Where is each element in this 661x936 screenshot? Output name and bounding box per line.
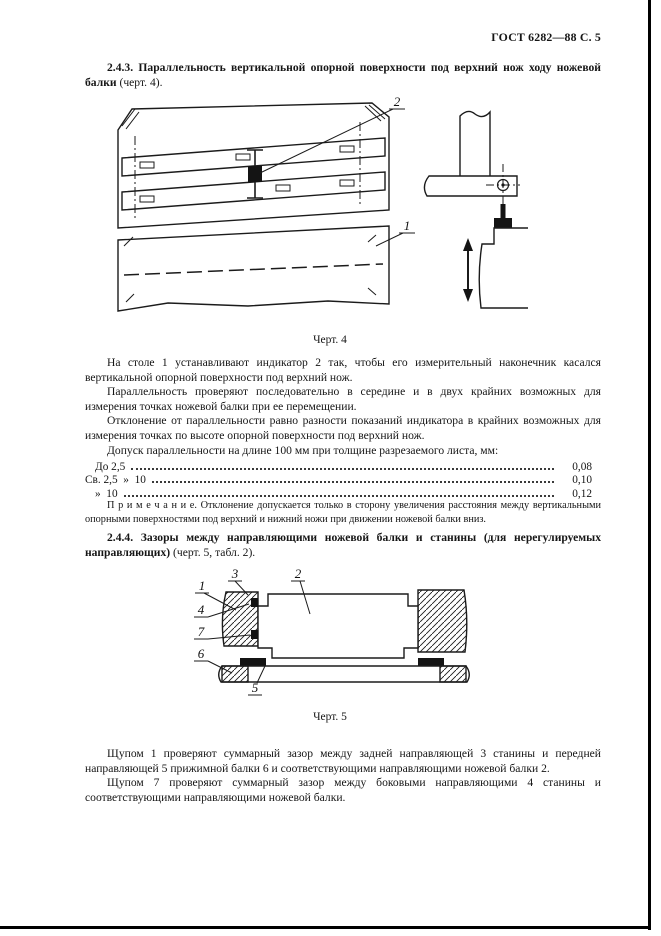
scan-edge-right [648, 0, 651, 930]
section-number: 2.4.3. [107, 61, 134, 74]
section-tail: (черт. 5, табл. 2). [173, 545, 256, 559]
figure-5-caption: Черт. 5 [313, 711, 347, 723]
paragraph: На столе 1 устанавливают индикатор 2 так, чтобы его измерительный наконечник касался вертикальной опорной поверхности под верхний нож. [85, 356, 601, 384]
figure-4-callout-2: 2 [393, 94, 401, 109]
section-title: Параллельность вертикальной опорной поверхности под верхний нож ходу ножевой балки [85, 61, 601, 89]
figure-4 [88, 94, 558, 334]
figure-4-callout-1: 1 [403, 218, 411, 233]
paragraph: Допуск параллельности на длине 100 мм при толщине разрезаемого листа, мм: [107, 443, 499, 457]
figure-5-callout-2: 2 [294, 568, 302, 581]
note-label: П р и м е ч а н и е. [107, 500, 197, 511]
scan-edge-bottom [0, 926, 651, 929]
figure-5-section [219, 590, 470, 682]
figure-4-callout-leaders [260, 109, 415, 246]
note-text: Отклонение допускается только в сторону увеличения расстояния между вертикальными опорными поверхностями под верхний и нижний ножи при движении ножевой балки вниз. [85, 500, 602, 525]
paragraph: Щупом 1 проверяют суммарный зазор между задней направляющей 3 станины и передней направляющей 5 прижимной балки 6 и соответствующими направляющими ножевой балки 2. [85, 747, 601, 775]
body-text-2 [85, 747, 601, 805]
figure-5-callout-7: 7 [197, 624, 205, 639]
paragraph: Щупом 7 проверяют суммарный зазор между боковыми направляющими 4 станины и соответствующими направляющими ножевой балки. [85, 776, 601, 804]
section-number: 2.4.4. [107, 531, 134, 544]
figure-5-drawing [180, 568, 500, 708]
paragraph: Параллельность проверяют последовательно в середине и в двух крайних возможных для измерения точках ножевой балки при ее перемещении. [85, 385, 601, 413]
tolerance-value: 0,12 [572, 487, 592, 500]
figure-4-drawing [88, 94, 558, 334]
tolerance-row [85, 473, 592, 487]
tolerance-label: До 2,5 [95, 460, 126, 473]
figure-5-callout-1: 1 [198, 578, 206, 593]
note-paragraph [85, 499, 601, 526]
tolerance-table [85, 459, 592, 500]
tolerance-label: Св. 2,5 » 10 [85, 474, 146, 486]
section-tail: (черт. 4). [119, 75, 163, 89]
page-header: ГОСТ 6282—88 С. 5 [491, 30, 601, 44]
tolerance-label: » 10 [95, 487, 118, 500]
tolerance-row [85, 459, 592, 473]
tolerance-value: 0,08 [572, 460, 592, 473]
section-2-4-3-heading [85, 61, 601, 90]
body-text-1 [85, 356, 601, 458]
tolerance-row [85, 486, 592, 500]
dot-leader [152, 481, 554, 483]
figure-5-callout-5: 5 [251, 680, 259, 695]
figure-4-detail-view [424, 111, 528, 308]
figure-5-callout-4: 4 [197, 602, 205, 617]
section-2-4-4-heading [85, 531, 601, 560]
figure-5 [180, 568, 500, 708]
section-title: Зазоры между направляющими ножевой балки и станины (для нерегулируемых направляющих) [85, 531, 601, 559]
figure-4-main-view [118, 103, 389, 311]
tolerance-value: 0,10 [572, 474, 592, 486]
dot-leader [131, 468, 554, 470]
figure-5-callout-6: 6 [197, 646, 205, 661]
figure-4-caption: Черт. 4 [313, 334, 347, 346]
paragraph: Отклонение от параллельности равно разности показаний индикатора в крайних возможных для измерения точках по высоте опорной поверхности под верхний нож. [85, 414, 601, 442]
figure-5-callout-3: 3 [231, 568, 239, 581]
dot-leader [124, 495, 554, 497]
